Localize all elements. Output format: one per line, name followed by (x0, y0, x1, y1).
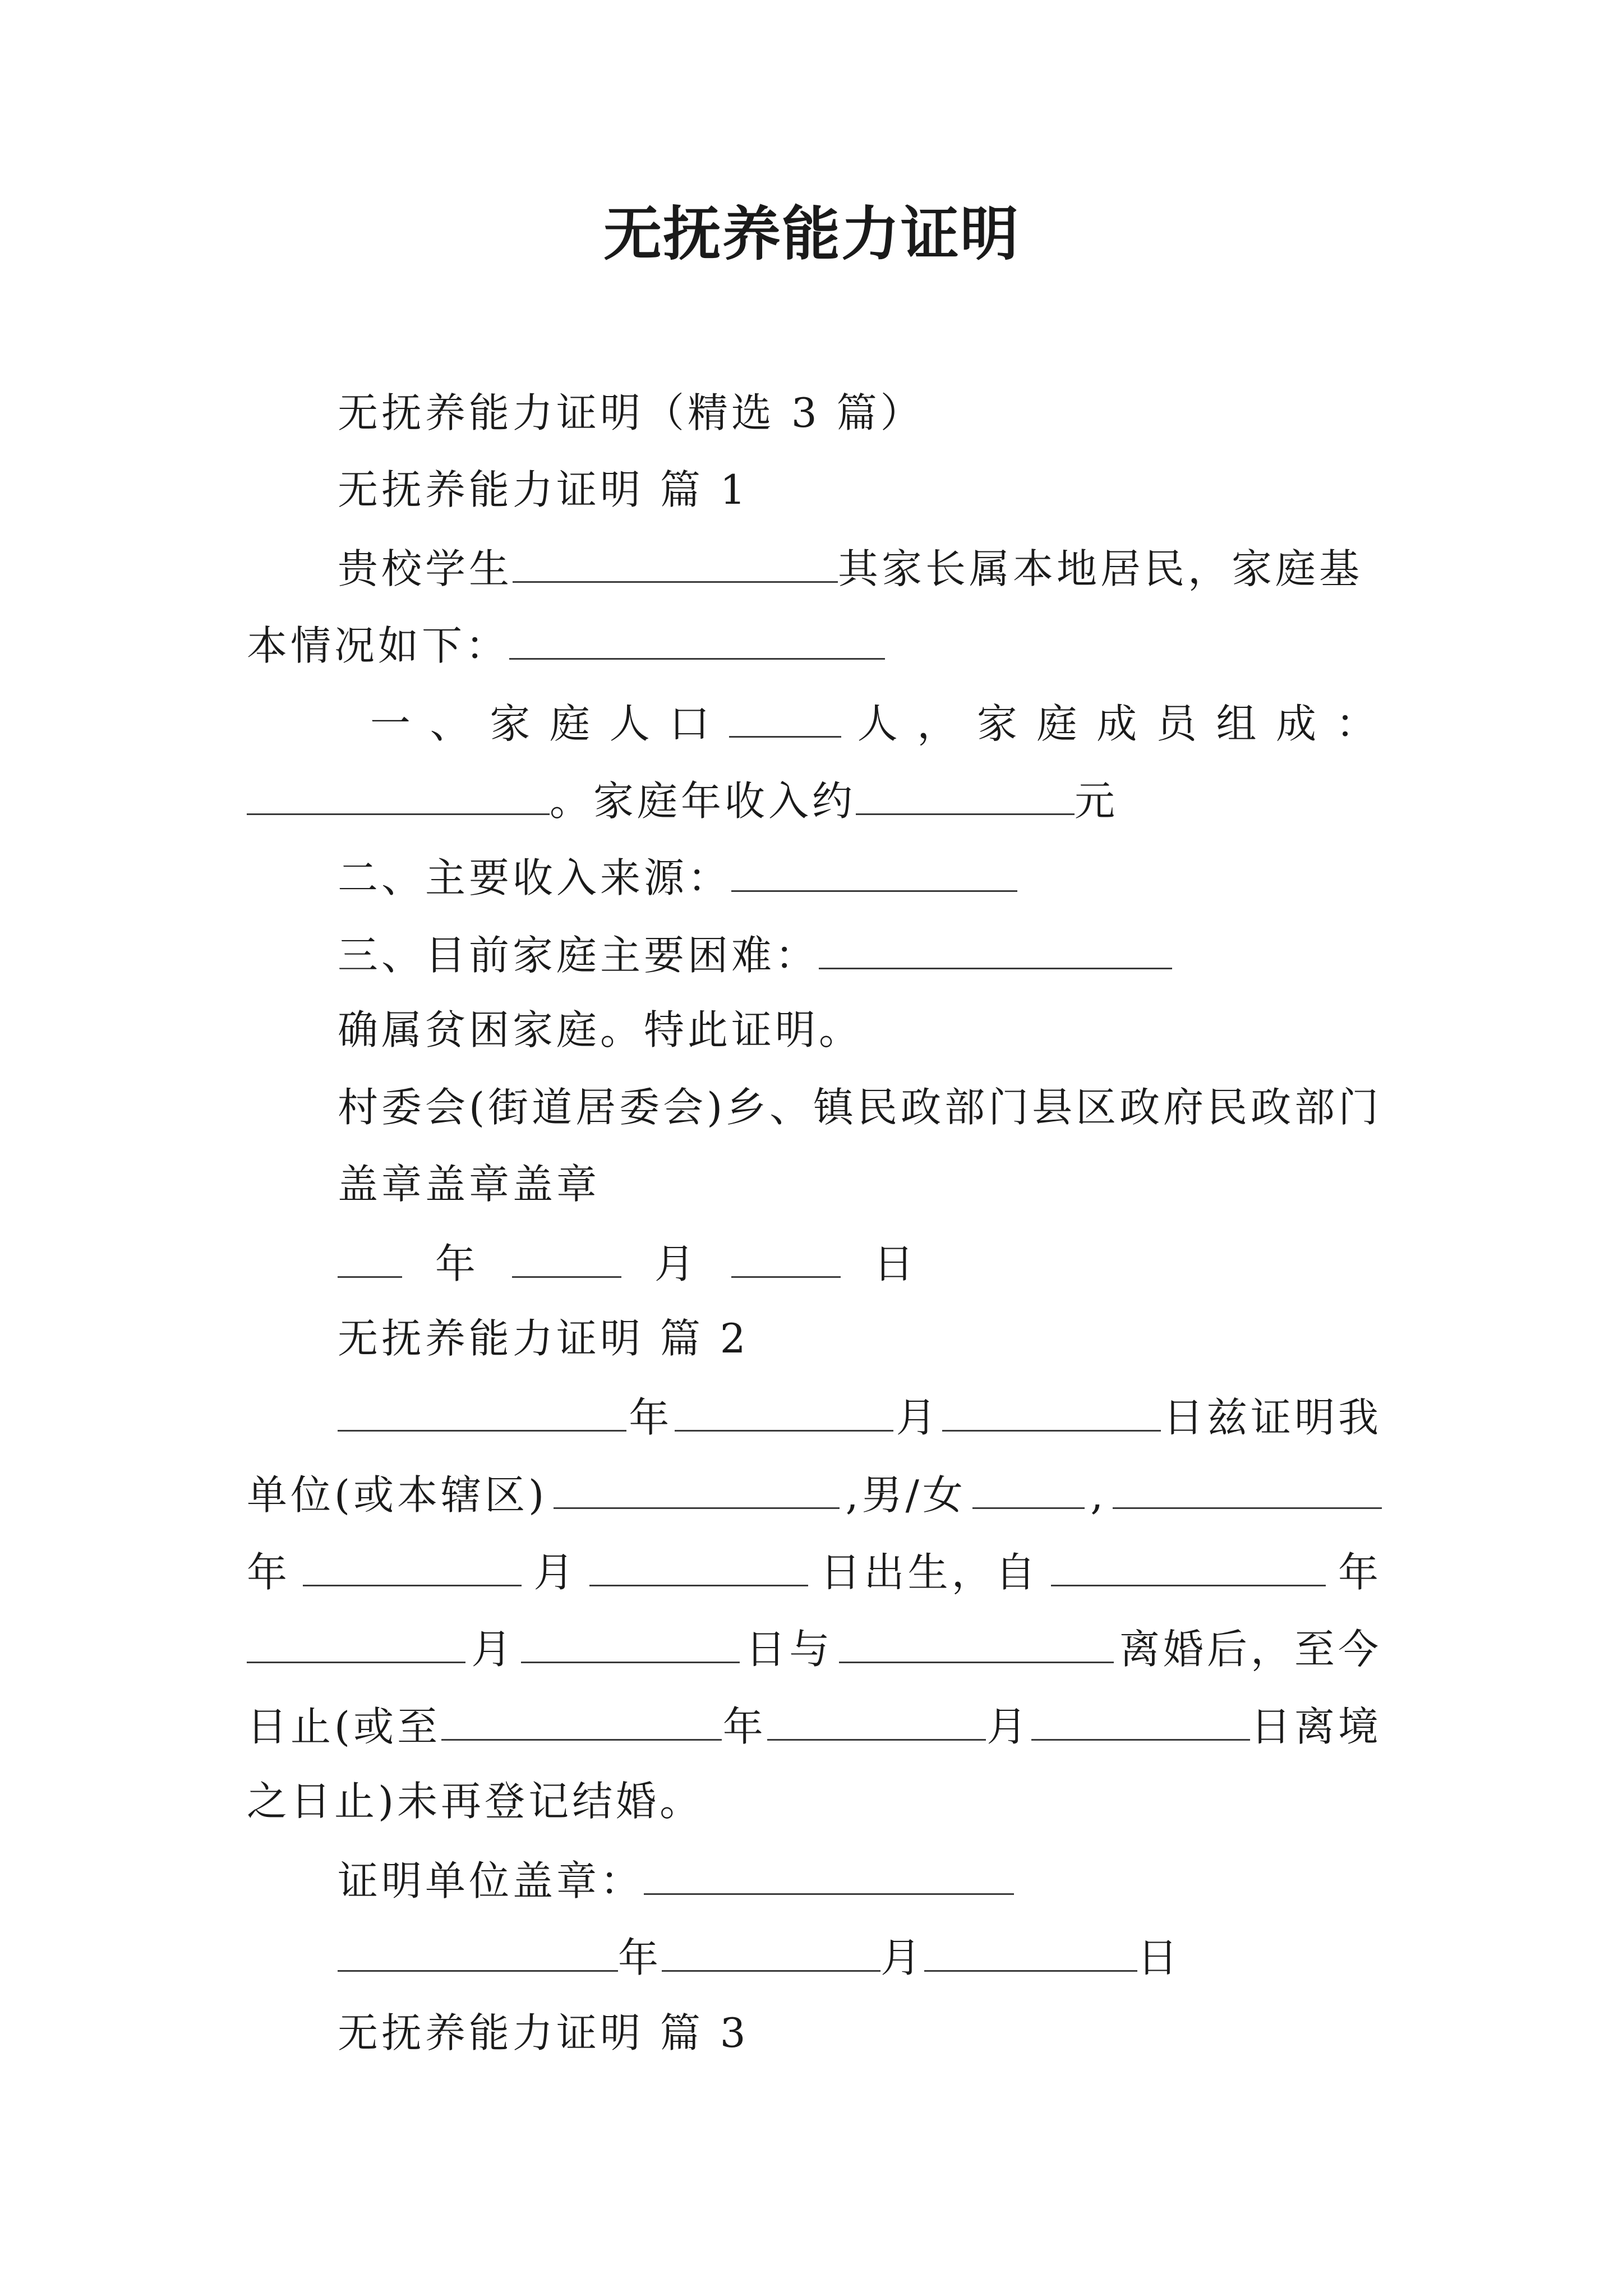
student-name-blank (513, 546, 838, 583)
text: 三、目前家庭主要困难： (338, 932, 819, 979)
blank (1113, 1473, 1382, 1509)
text: 年 (629, 1394, 673, 1441)
text: 日离境 (1250, 1703, 1382, 1750)
annual-income-blank (856, 779, 1075, 815)
text: 年 (618, 1934, 662, 1981)
text: 二、主要收入来源： (338, 854, 732, 901)
char: 庭 (549, 700, 593, 747)
text: 月 (986, 1703, 1031, 1750)
text: 贵校学生 (338, 545, 513, 592)
section2-date (338, 1934, 1182, 1981)
blank (441, 1704, 722, 1741)
char: 庭 (1036, 700, 1081, 747)
text: ,男/女 (845, 1471, 966, 1519)
blank (767, 1704, 986, 1741)
section1-paragraph1-line2 (247, 622, 885, 669)
blank (1031, 1704, 1250, 1741)
char: 人 (609, 700, 653, 747)
year-blank (338, 1241, 402, 1278)
section2-heading: 无抚养能力证明 篇 2 (338, 1315, 749, 1362)
household-size-blank (729, 701, 841, 738)
section1-paragraph1-line1 (338, 545, 1363, 592)
text: 日止(或至 (247, 1703, 441, 1750)
char: 口 (669, 700, 713, 747)
section1-authorities: 村委会(街道居委会)乡、镇民政部门县区政府民政部门 (338, 1084, 1382, 1131)
text: 月 (533, 1549, 578, 1596)
text: 本情况如下： (247, 622, 510, 669)
seal-blank (644, 1858, 1014, 1895)
blank (1051, 1550, 1326, 1586)
section2-line3 (247, 1549, 1382, 1596)
page-title: 无抚养能力证明 (603, 199, 1020, 268)
income-source-blank (731, 855, 1017, 892)
section1-date (338, 1240, 917, 1287)
year-blank (338, 1935, 618, 1972)
blank (942, 1395, 1161, 1432)
text: 日与 (745, 1626, 833, 1673)
section1-heading: 无抚养能力证明 篇 1 (338, 466, 749, 513)
section2-line1 (338, 1394, 1382, 1441)
section1-income-source (338, 854, 1017, 901)
text: 日出生，自 (820, 1549, 1039, 1596)
char: 家 (976, 700, 1021, 747)
blank (338, 1395, 626, 1432)
text: 年 (247, 1549, 291, 1596)
difficulties-blank (819, 933, 1172, 969)
section2-line4 (247, 1626, 1382, 1673)
text: 单位(或本辖区) (247, 1471, 548, 1519)
text: 日 (873, 1240, 917, 1287)
char: 人 (857, 700, 901, 747)
text: , (1090, 1471, 1107, 1519)
family-members-blank (247, 779, 550, 815)
text: 证明单位盖章： (338, 1857, 644, 1904)
family-situation-blank (509, 623, 885, 660)
text: 其家长属本地居民，家庭基 (838, 545, 1363, 592)
blank (521, 1627, 740, 1663)
section1-paragraph2-line2 (247, 777, 1119, 825)
text: 年 (1338, 1549, 1382, 1596)
char: 员 (1156, 700, 1200, 747)
day-blank (731, 1241, 841, 1278)
char: ， (917, 700, 961, 747)
text: 年 (722, 1703, 767, 1750)
document-subtitle: 无抚养能力证明（精选 3 篇） (338, 389, 924, 436)
text: 日 (1137, 1934, 1182, 1981)
section1-confirmation: 确属贫困家庭。特此证明。 (338, 1006, 863, 1053)
text: 。家庭年收入约 (550, 777, 856, 825)
gender-blank (972, 1473, 1085, 1509)
text: 月 (880, 1934, 925, 1981)
blank (247, 1627, 465, 1663)
char: ： (1335, 700, 1380, 747)
char: 一 (370, 700, 414, 747)
month-blank (662, 1935, 880, 1972)
section1-difficulties (338, 932, 1172, 979)
char: 家 (490, 700, 534, 747)
text: 月 (654, 1240, 698, 1287)
char: 、 (430, 700, 474, 747)
char: 成 (1276, 700, 1320, 747)
day-blank (924, 1935, 1137, 1972)
section2-line2 (247, 1471, 1382, 1519)
text: 月 (471, 1626, 515, 1673)
text: 日兹证明我 (1163, 1394, 1382, 1441)
text: 年 (435, 1240, 479, 1287)
char: 组 (1216, 700, 1260, 747)
section3-heading: 无抚养能力证明 篇 3 (338, 2009, 749, 2056)
blank (589, 1550, 808, 1586)
text: 元 (1075, 777, 1119, 825)
section2-seal (338, 1857, 1014, 1904)
unit-blank (554, 1473, 840, 1509)
char: 成 (1096, 700, 1141, 747)
text: 月 (896, 1394, 940, 1441)
section1-paragraph2-line1 (370, 700, 1380, 747)
text: 离婚后，至今 (1119, 1626, 1382, 1673)
blank (675, 1395, 893, 1432)
blank (839, 1627, 1114, 1663)
month-blank (512, 1241, 621, 1278)
section1-seals: 盖章盖章盖章 (338, 1161, 601, 1208)
section2-line6: 之日止)未再登记结婚。 (247, 1778, 704, 1825)
section2-line5 (247, 1703, 1382, 1750)
blank (303, 1550, 522, 1586)
